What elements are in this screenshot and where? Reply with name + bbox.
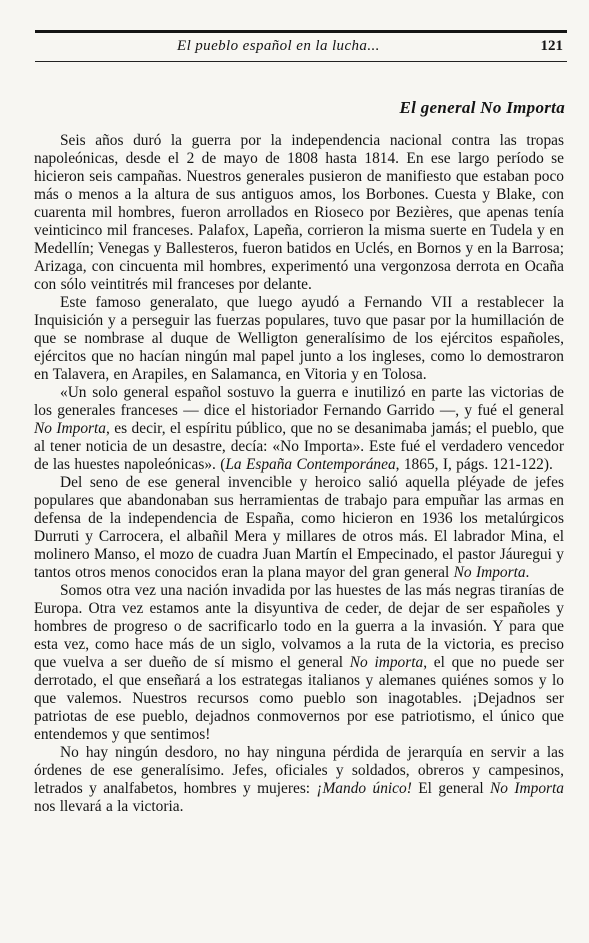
top-rule: [35, 30, 567, 33]
text-run: No hay ningún desdoro, no hay ninguna pérdida de jerarquía en servir a las órdenes de ese generalísimo. Jefes, oficiales y soldados, obreros y campesinos, letrados y analfabetos, hombres y mujeres:: [34, 744, 564, 797]
text-run: .: [525, 564, 530, 581]
italic-text: ¡Mando único!: [316, 780, 412, 797]
italic-text: No Importa: [490, 780, 564, 797]
text-run: El general: [411, 780, 491, 797]
text-run: , el que no puede ser derrotado, el que enseñará a los estrategas italianos y alemanes quiénes somos y lo que valemos. Nuestros recursos como pueblo son inagotables. ¡Dejadnos ser patriotas de ese pueblo, dejadnos conmovernos por ese patriotismo, el único que entendemos y que sentimos!: [34, 654, 565, 743]
text-run: nos llevará a la victoria.: [34, 798, 184, 815]
body-paragraph: [34, 474, 564, 582]
text-run: , es decir, el espíritu público, que no se desanimaba jamás; el pueblo, que al tener noticia de un desastre, decía: «No Importa». Este fué el verdadero vencedor de las huestes napoleónicas». (: [34, 420, 564, 473]
text-run: «Un solo general español sostuvo la guerra e inutilizó en parte las victorias de los generales franceses — dice el historiador Fernando Garrido —, y fué el general: [34, 384, 564, 419]
running-head-title: El pueblo español en la lucha...: [177, 38, 380, 54]
body-paragraph: [34, 294, 564, 384]
italic-text: No Importa: [34, 420, 106, 437]
text-run: , 1865, I, págs. 121-122).: [395, 456, 553, 473]
italic-text: La España Contemporánea: [225, 456, 396, 473]
chapter-title: El general No Importa: [399, 98, 565, 117]
running-head: [35, 36, 567, 58]
text-run: Este famoso generalato, que luego ayudó a Fernando VII a restablecer la Inquisición y a perseguir las fuerzas populares, tuvo que pasar por la humillación de que se nombrase al duque de Welligton generalísimo de los ejércitos españoles, ejércitos que no hacían ningún mal papel junto a los ingleses, como lo demostraron en Talavera, en Arapiles, en Salamanca, en Vitoria y en Tolosa.: [34, 294, 564, 383]
italic-text: No Importa: [453, 564, 526, 581]
body-paragraph: [34, 744, 564, 816]
header-rule: [35, 61, 567, 62]
page-number: 121: [540, 38, 563, 54]
text-run: Del seno de ese general invencible y heroico salió aquella pléyade de jefes populares que abandonaban sus herramientas de trabajo para empuñar las armas en defensa de la independencia de España, como hicieron en 1936 los metalúrgicos Durruti y Carrocera, el albañil Mera y millares de otros más. El labrador Mina, el molinero Manso, el mozo de cuadra Juan Martín el Empecinado, el pastor Jáuregui y tantos otros menos conocidos eran la plana mayor del gran general: [34, 474, 564, 581]
text-run: Somos otra vez una nación invadida por las huestes de las más negras tiranías de Europa. Otra vez estamos ante la disyuntiva de ceder, de dejar de ser españoles y hombres de progreso o de sacrificarlo todo en la guerra a la invasión. Y para que esta vez, como hace más de un siglo, volvamos a la ruta de la victoria, es preciso que vuelva a ser dueño de sí mismo el general: [34, 582, 564, 671]
text-run: Seis años duró la guerra por la independencia nacional contra las tropas napoleónicas, desde el 2 de mayo de 1808 hasta 1814. En ese largo período se hicieron seis campañas. Nuestros generales pusieron de manifiesto que estaban poco más o menos a la altura de sus antiguos amos, los Borbones. Cuesta y Blake, con cuarenta mil hombres, fueron arrollados en Rioseco por Bezières, que apenas tenía veinticinco mil franceses. Palafox, Lapeña, corrieron la misma suerte en Tudela y en Medellín; Venegas y Ballesteros, fueron batidos en Uclés, en Bornos y en la Barrosa; Arizaga, con cincuenta mil hombres, experimentó una vergonzosa derrota en Ocaña con sólo veintitrés mil franceses por delante.: [34, 132, 564, 293]
italic-text: No importa: [349, 654, 424, 671]
body-paragraph: [34, 132, 564, 294]
body-paragraph: [34, 384, 564, 474]
body-paragraph: [34, 582, 564, 744]
body-text: [34, 132, 564, 816]
